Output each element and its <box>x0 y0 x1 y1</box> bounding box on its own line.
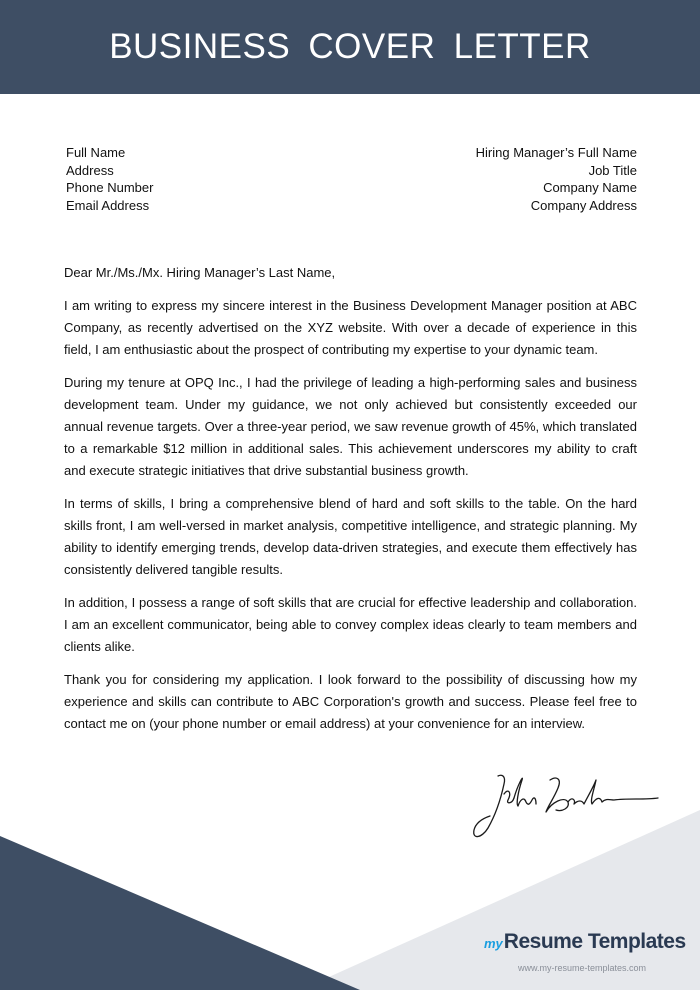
paragraph-soft-skills: In addition, I possess a range of soft skills that are crucial for effective leadership and collaboration. I am an excellent communicator, being able to convey complex ideas clearly to team members and clients alike. <box>64 595 637 654</box>
sender-address: Address <box>66 162 114 178</box>
logo-prefix: my <box>484 936 503 951</box>
paragraph-experience: During my tenure at OPQ Inc., I had the privilege of leading a high-performing sales and business development team. Under my guidance, we not only achieved but consistently exceeded our annual revenue targets. Over a three-year period, we saw revenue growth of 45%, which translated to a remarkable $12 million in additional sales. This achievement underscores my ability to craft and execute strategic initiatives that drive substantial business growth. <box>64 375 637 478</box>
recipient-block <box>476 144 637 214</box>
sender-full-name: Full Name <box>66 145 126 160</box>
letter-body <box>64 262 637 746</box>
sender-phone: Phone Number <box>66 180 154 195</box>
recipient-company-address: Company Address <box>530 197 637 213</box>
brand-logo <box>484 930 686 954</box>
page-title: BUSINESS COVER LETTER <box>109 27 591 66</box>
header-banner <box>0 0 700 94</box>
website-url: www.my-resume-templates.com <box>518 963 647 973</box>
paragraph-skills: In terms of skills, I bring a comprehensive blend of hard and soft skills to the table. On the hard skills front, I am well-versed in market analysis, competitive intelligence, and strategic planning. My ability to identify emerging trends, develop data-driven strategies, and execute them effectively has consistently delivered tangible results. <box>64 496 637 577</box>
recipient-company-name: Company Name <box>543 180 637 195</box>
recipient-job-title: Job Title <box>588 162 637 178</box>
sender-block <box>66 144 153 214</box>
signature-image <box>468 766 668 846</box>
recipient-full-name: Hiring Manager’s Full Name <box>475 145 637 160</box>
paragraph-closing: Thank you for considering my application. I look forward to the possibility of discussing how my experience and skills can contribute to ABC Corporation's growth and success. Please feel free to contact me on (your phone number or email address) at your convenience for an interview. <box>64 672 637 731</box>
logo-name: Resume Templates <box>503 930 686 953</box>
paragraph-intro: I am writing to express my sincere interest in the Business Development Manager position at ABC Company, as recently advertised on the XYZ website. With over a decade of experience in this field, I am enthusiastic about the prospect of contributing my expertise to your dynamic team. <box>64 298 637 357</box>
sender-email: Email Address <box>66 197 150 213</box>
salutation: Dear Mr./Ms./Mx. Hiring Manager’s Last Name, <box>64 265 336 280</box>
